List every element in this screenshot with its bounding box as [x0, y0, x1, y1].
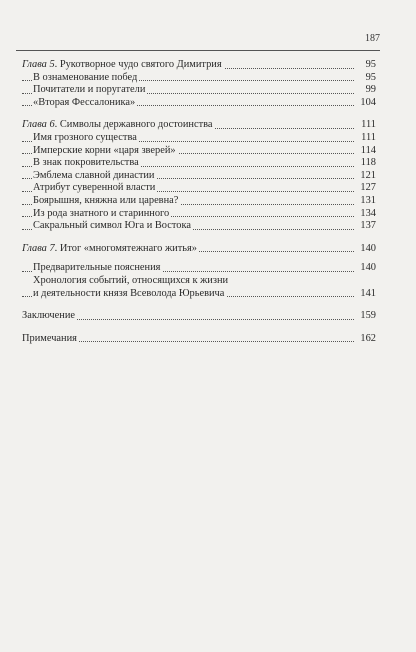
item-title: Атрибут суверенной власти — [33, 182, 156, 194]
toc-item[interactable] — [22, 97, 376, 110]
toc-item[interactable] — [22, 84, 376, 97]
header-rule — [16, 50, 380, 51]
toc-item[interactable] — [22, 72, 376, 85]
item-title-line2: и деятельности князя Всеволода Юрьевича — [33, 287, 225, 299]
toc-notes[interactable] — [22, 333, 376, 346]
section-title: Заключение — [22, 310, 75, 322]
toc-chapter-5[interactable] — [22, 59, 376, 72]
item-title-line1: Хронология событий, относящихся к жизни — [33, 274, 229, 286]
item-page: 121 — [360, 169, 376, 181]
item-title: Почитатели и поругатели — [33, 84, 146, 96]
item-page: 134 — [360, 207, 376, 219]
toc-item[interactable] — [22, 262, 376, 275]
chapter-label: Глава 5 — [22, 59, 55, 70]
section-page: 159 — [360, 310, 376, 322]
toc-item[interactable] — [22, 275, 376, 300]
item-page: 141 — [360, 287, 376, 299]
toc-chapter-6[interactable] — [22, 119, 376, 132]
section-title: Примечания — [22, 332, 77, 344]
item-page: 111 — [361, 131, 376, 143]
chapter-label: Глава 6 — [22, 119, 55, 131]
page-number: 187 — [365, 33, 380, 44]
item-title: Эмблема славной династии — [33, 169, 155, 181]
item-page: 95 — [365, 71, 376, 83]
item-title: Имя грозного существа — [33, 131, 137, 143]
toc-item[interactable] — [22, 220, 376, 233]
chapter-page: 111 — [361, 119, 376, 131]
toc-item[interactable] — [22, 182, 376, 195]
toc-item[interactable] — [22, 170, 376, 183]
chapter-title: . Рукотворное чудо святого Димитрия — [54, 59, 222, 70]
item-page: 140 — [360, 262, 376, 274]
toc-item[interactable] — [22, 208, 376, 221]
item-page: 104 — [360, 96, 376, 108]
item-page: 127 — [360, 182, 376, 194]
item-title: Имперские корни «царя зверей» — [33, 144, 176, 156]
chapter-page: 140 — [360, 242, 376, 254]
item-title: Из рода знатного и старинного — [33, 207, 170, 219]
toc-conclusion[interactable] — [22, 310, 376, 323]
item-title: В знак покровительства — [33, 157, 139, 169]
toc-item[interactable] — [22, 157, 376, 170]
toc-chapter-7[interactable] — [22, 243, 376, 256]
chapter-page: 95 — [365, 59, 376, 70]
chapter-label: Глава 7 — [22, 242, 55, 254]
item-title: «Вторая Фессалоника» — [33, 96, 136, 108]
item-page: 137 — [360, 220, 376, 232]
chapter-title: . Итог «многомятежнаго житья» — [54, 242, 197, 254]
table-of-contents — [22, 59, 376, 345]
item-title: Сакральный символ Юга и Востока — [33, 220, 191, 232]
section-page: 162 — [360, 332, 376, 344]
item-page: 99 — [365, 84, 376, 96]
item-page: 118 — [360, 157, 376, 169]
toc-item[interactable] — [22, 145, 376, 158]
item-title: В ознаменование побед — [33, 71, 138, 83]
toc-item[interactable] — [22, 195, 376, 208]
item-title: Боярышня, княжна или царевна? — [33, 194, 179, 206]
item-page: 114 — [360, 144, 376, 156]
chapter-title: . Символы державного достоинства — [54, 119, 213, 131]
toc-item[interactable] — [22, 132, 376, 145]
item-title: Предварительные пояснения — [33, 262, 161, 274]
item-page: 131 — [360, 194, 376, 206]
